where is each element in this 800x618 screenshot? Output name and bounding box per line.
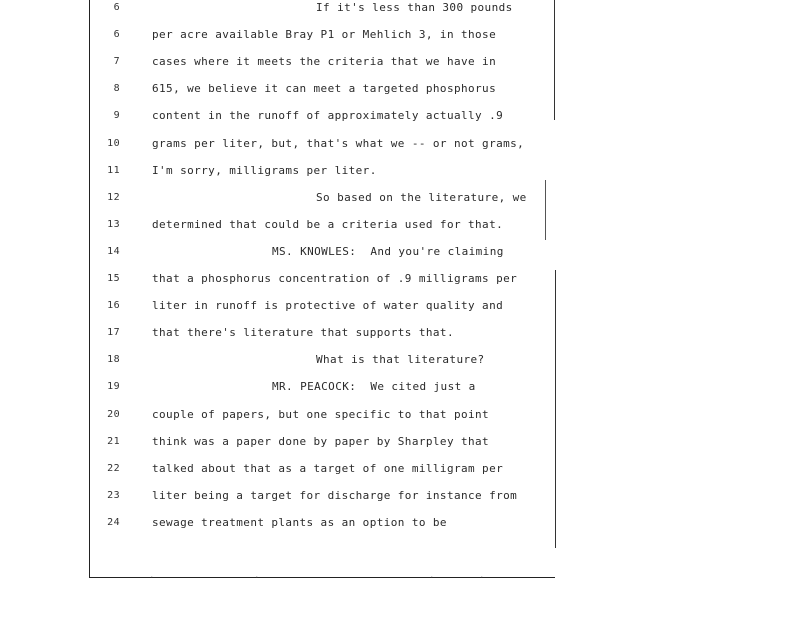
transcript-line bbox=[0, 188, 560, 208]
transcript-line bbox=[0, 486, 560, 506]
transcript-line bbox=[0, 377, 560, 397]
transcript-line bbox=[0, 405, 560, 425]
line-number: 15 bbox=[107, 273, 120, 284]
line-text: cases where it meets the criteria that we have in bbox=[152, 55, 497, 69]
bottom-rule bbox=[89, 577, 555, 578]
transcript-line bbox=[0, 269, 560, 289]
line-text: liter being a target for discharge for instance from bbox=[152, 488, 518, 502]
footer-tick: · bbox=[430, 574, 434, 581]
line-number: 6 bbox=[113, 29, 120, 41]
line-number: 10 bbox=[107, 137, 120, 149]
transcript-line bbox=[0, 106, 560, 126]
line-text: So based on the literature, we bbox=[316, 190, 527, 204]
line-number: 22 bbox=[107, 462, 120, 474]
line-text: What is that literature? bbox=[316, 353, 485, 367]
line-text: grams per liter, but, that's what we -- or not grams, bbox=[152, 136, 525, 150]
line-text: that a phosphorus concentration of .9 milligrams per bbox=[152, 272, 518, 285]
line-text: couple of papers, but one specific to that point bbox=[152, 407, 490, 421]
line-number: 18 bbox=[107, 354, 120, 366]
line-number: 6 bbox=[113, 2, 120, 13]
line-text: liter in runoff is protective of water quality and bbox=[152, 299, 504, 313]
line-number: 16 bbox=[107, 300, 120, 312]
line-text: talked about that as a target of one milligram per bbox=[152, 461, 504, 475]
line-number: 23 bbox=[107, 489, 120, 501]
line-text: MR. PEACOCK: We cited just a bbox=[272, 380, 476, 394]
transcript-line bbox=[0, 134, 560, 154]
transcript-line bbox=[0, 350, 560, 370]
footer-tick: · bbox=[150, 574, 154, 581]
line-number: 12 bbox=[107, 191, 120, 203]
transcript-line bbox=[0, 215, 560, 235]
transcript-line bbox=[0, 459, 560, 479]
line-number: 11 bbox=[107, 164, 120, 176]
line-number: 24 bbox=[107, 516, 120, 528]
line-number: 14 bbox=[107, 245, 120, 257]
line-text: sewage treatment plants as an option to be bbox=[152, 515, 447, 529]
transcript-line bbox=[0, 242, 560, 262]
line-text: per acre available Bray P1 or Mehlich 3, in those bbox=[152, 28, 497, 42]
footer-tick: · bbox=[255, 574, 259, 581]
footer-tick: · bbox=[480, 574, 484, 581]
transcript-line bbox=[0, 25, 560, 45]
line-text: If it's less than 300 pounds bbox=[316, 1, 513, 14]
line-number: 20 bbox=[107, 408, 120, 420]
line-number: 19 bbox=[107, 381, 120, 393]
transcript-line bbox=[0, 0, 560, 18]
line-number: 8 bbox=[113, 83, 120, 95]
line-number: 21 bbox=[107, 435, 120, 447]
line-text: content in the runoff of approximately actually .9 bbox=[152, 109, 504, 123]
line-text: that there's literature that supports that. bbox=[152, 326, 454, 340]
line-text: think was a paper done by paper by Sharpley that bbox=[152, 434, 490, 448]
transcript-line bbox=[0, 513, 560, 533]
transcript-line bbox=[0, 161, 560, 181]
transcript-line bbox=[0, 432, 560, 452]
line-text: 615, we believe it can meet a targeted phosphorus bbox=[152, 82, 497, 96]
line-text: MS. KNOWLES: And you're claiming bbox=[272, 244, 504, 258]
line-text: I'm sorry, milligrams per liter. bbox=[152, 163, 377, 177]
transcript-line bbox=[0, 79, 560, 99]
transcript-line bbox=[0, 296, 560, 316]
line-number: 7 bbox=[113, 56, 120, 68]
line-text: determined that could be a criteria used for that. bbox=[152, 217, 504, 231]
line-number: 9 bbox=[113, 110, 120, 122]
transcript-line bbox=[0, 323, 560, 343]
transcript-line bbox=[0, 52, 560, 72]
line-number: 13 bbox=[107, 218, 120, 230]
line-number: 17 bbox=[107, 327, 120, 339]
